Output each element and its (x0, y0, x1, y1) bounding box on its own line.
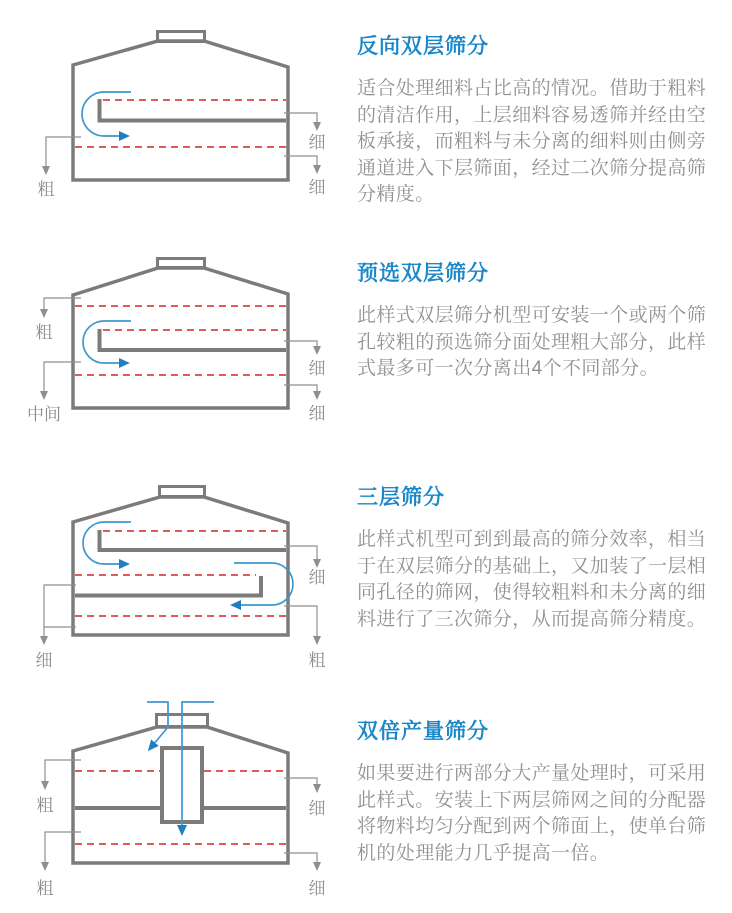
feed-inlet (158, 259, 205, 268)
flow-uturn-arrow (82, 92, 131, 136)
flow-uturn-arrow-left (83, 522, 131, 564)
section-description: 如果要进行两部分大产量处理时，可采用此样式。安装上下两层筛网之间的分配器将物料均匀分配到两个筛面上，使单台筛机的处理能力几乎提高一倍。 (357, 763, 707, 864)
blank-plate-upper (100, 530, 287, 550)
output-label-coarse: 粗 (37, 180, 55, 199)
output-label-fine-2: 细 (308, 404, 326, 423)
section-preselect-double-deck (357, 262, 723, 383)
section-reverse-double-deck (357, 35, 723, 209)
machine-body (73, 268, 288, 408)
section-title: 三层筛分 (357, 486, 445, 509)
blank-plate-lower (75, 576, 261, 596)
output-label-fine-1: 细 (308, 799, 326, 818)
diagram-preselect-double-deck (27, 259, 326, 425)
output-label-fine-2: 细 (308, 879, 326, 898)
output-line-fine-left (44, 585, 76, 638)
output-label-fine-2: 细 (308, 178, 326, 197)
flow-uturn-arrow (83, 321, 131, 363)
flow-uturn-arrow-right (234, 563, 293, 605)
output-label-fine-1: 细 (308, 359, 326, 378)
section-description: 此样式双层筛分机型可安装一个或两个筛孔较粗的预选筛分面处理粗大部分，此样式最多可一次分离出4个不同部分。 (357, 305, 707, 379)
output-line-middle (44, 362, 81, 393)
blank-plate (100, 329, 287, 350)
output-label-coarse: 粗 (35, 323, 53, 342)
diagram-double-capacity (37, 702, 326, 898)
output-label-fine-1: 细 (308, 133, 326, 152)
section-description: 此样式机型可到到最高的筛分效率，相当于在双层筛分的基础上，又加装了一层相同孔径的筛网，使得较粗料和未分离的细料进行了三次筛分，从而提高筛分精度。 (357, 529, 707, 630)
blank-plate (100, 99, 287, 121)
output-label-coarse: 粗 (308, 651, 326, 670)
diagram-reverse-double-deck (38, 32, 326, 200)
diagram-triple-deck (36, 487, 326, 671)
output-line-coarse (46, 137, 81, 168)
section-double-capacity (357, 720, 723, 867)
feed-inlet (160, 487, 205, 497)
output-label-fine-left: 细 (35, 651, 53, 670)
output-label-coarse-2: 粗 (36, 879, 54, 898)
section-title: 预选双层筛分 (357, 262, 489, 285)
output-label-fine-right: 细 (308, 568, 326, 587)
output-line-coarse-2 (45, 832, 81, 864)
output-label-middle: 中间 (27, 405, 61, 424)
output-line-coarse (44, 298, 81, 311)
machine-body (73, 497, 288, 635)
section-triple-deck (357, 486, 723, 633)
section-title: 双倍产量筛分 (357, 720, 489, 743)
section-description: 适合处理细料占比高的情况。借助于粗料的清洁作用，上层细料容易透筛并经由空板承接，而粗料与未分离的细料则由侧旁通道进入下层筛面，经过二次筛分提高筛分精度。 (357, 78, 707, 205)
output-label-coarse-1: 粗 (36, 796, 54, 815)
machine-body (73, 41, 288, 180)
section-title: 反向双层筛分 (357, 35, 489, 58)
